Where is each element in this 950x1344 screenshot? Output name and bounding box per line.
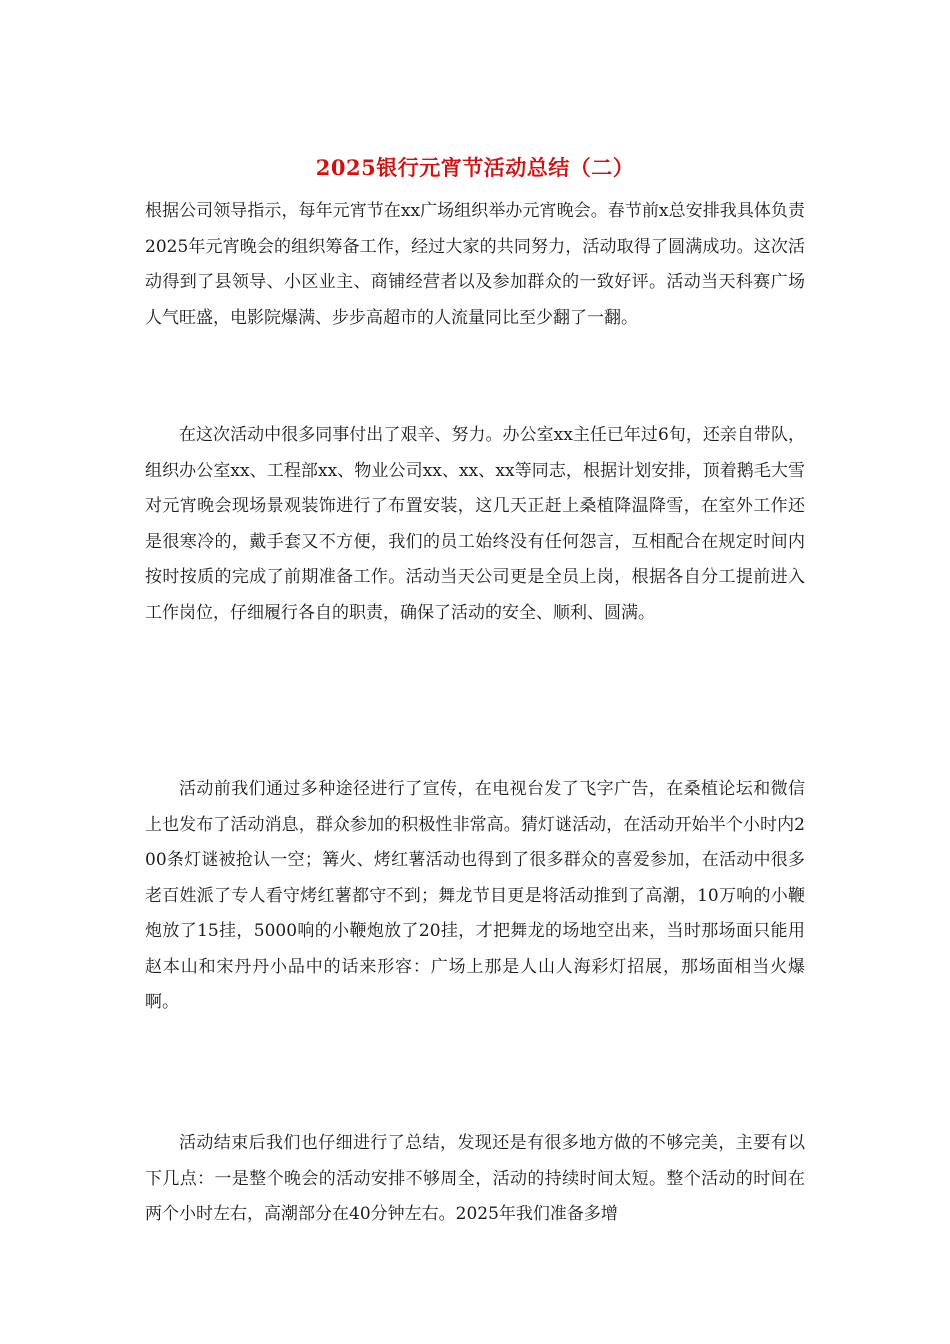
paragraph-2: 在这次活动中很多同事付出了艰辛、努力。办公室xx主任已年过6旬，还亲自带队，组织办公室xx、工程部xx、物业公司xx、xx、xx等同志，根据计划安排，顶着鹅毛大雪对元宵晚会现场景观装饰进行了布置安装，这几天正赶上桑植降温降雪，在室外工作还是很寒冷的，戴手套又不方便，我们的员工始终没有任何怨言，互相配合在规定时间内按时按质的完成了前期准备工作。活动当天公司更是全员上岗，根据各自分工提前进入工作岗位，仔细履行各自的职责，确保了活动的安全、顺利、圆满。 bbox=[145, 425, 805, 623]
paragraph-1: 根据公司领导指示，每年元宵节在xx广场组织举办元宵晚会。春节前x总安排我具体负责2025年元宵晚会的组织筹备工作，经过大家的共同努力，活动取得了圆满成功。这次活动得到了县领导、小区业主、商铺经营者以及参加群众的一致好评。活动当天科赛广场人气旺盛，电影院爆满、步步高超市的人流量同比至少翻了一翻。 bbox=[145, 201, 805, 328]
document-title: 2025银行元宵节活动总结（二） bbox=[315, 155, 635, 180]
paragraph-3: 活动前我们通过多种途径进行了宣传，在电视台发了飞字广告，在桑植论坛和微信上也发布了活动消息，群众参加的积极性非常高。猜灯谜活动，在活动开始半个小时内200条灯谜被抢认一空；篝火、烤红薯活动也得到了很多群众的喜爱参加，在活动中很多老百姓派了专人看守烤红薯都守不到；舞龙节目更是将活动推到了高潮，10万响的小鞭炮放了15挂，5000响的小鞭炮放了20挂，才把舞龙的场地空出来，当时那场面只能用赵本山和宋丹丹小品中的话来形容：广场上那是人山人海彩灯招展，那场面相当火爆啊。 bbox=[145, 779, 805, 1012]
paragraph-4: 活动结束后我们也仔细进行了总结，发现还是有很多地方做的不够完美，主要有以下几点：一是整个晚会的活动安排不够周全，活动的持续时间太短。整个活动的时间在两个小时左右，高潮部分在40分钟左右。2025年我们准备多增 bbox=[145, 1133, 805, 1224]
